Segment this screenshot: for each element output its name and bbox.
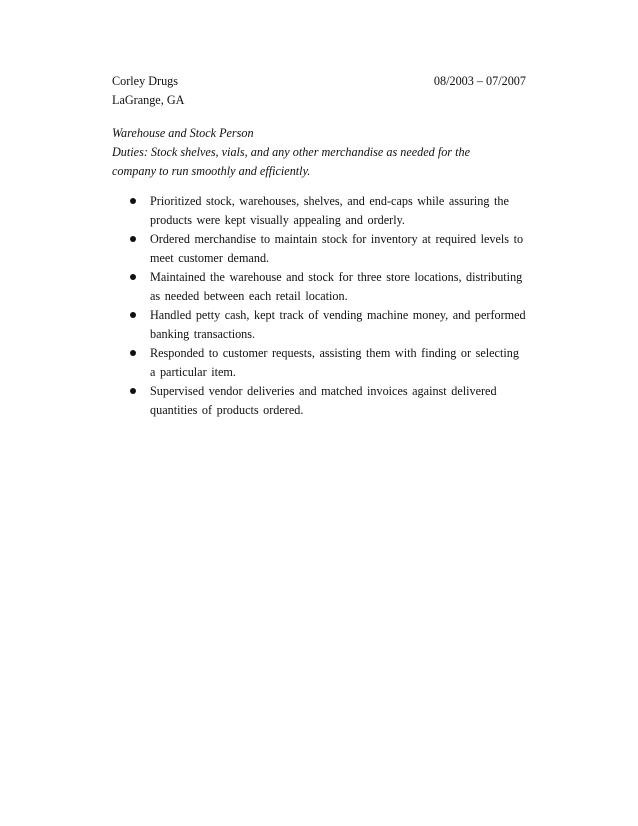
responsibility-text: Handled petty cash, kept track of vending machine money, and performed banking transactions. bbox=[150, 308, 526, 341]
spacer bbox=[112, 110, 526, 124]
bullet-icon bbox=[130, 312, 136, 318]
list-item bbox=[112, 268, 526, 306]
bullet-icon bbox=[130, 274, 136, 280]
bullet-icon bbox=[130, 388, 136, 394]
employer-location: LaGrange, GA bbox=[112, 93, 185, 107]
bullet-icon bbox=[130, 198, 136, 204]
list-item bbox=[112, 192, 526, 230]
list-item bbox=[112, 344, 526, 382]
responsibility-text: Responded to customer requests, assisting them with finding or selecting a particular item. bbox=[150, 346, 519, 379]
responsibility-text: Prioritized stock, warehouses, shelves, and end-caps while assuring the products were kept visually appealing and orderly. bbox=[150, 194, 509, 227]
responsibility-text: Ordered merchandise to maintain stock for inventory at required levels to meet customer demand. bbox=[150, 232, 524, 265]
job-title: Warehouse and Stock Person bbox=[112, 126, 254, 140]
list-item bbox=[112, 306, 526, 344]
bullet-icon bbox=[130, 350, 136, 356]
job-duties: Duties: Stock shelves, vials, and any other merchandise as needed for the company to run smoothly and efficiently. bbox=[112, 145, 470, 178]
responsibility-text: Supervised vendor deliveries and matched invoices against delivered quantities of products ordered. bbox=[150, 384, 497, 417]
employer-name: Corley Drugs bbox=[112, 74, 179, 88]
list-item bbox=[112, 382, 526, 420]
list-item bbox=[112, 230, 526, 268]
employment-dates: 08/2003 – 07/2007 bbox=[433, 74, 526, 88]
work-experience-section bbox=[112, 72, 526, 420]
responsibilities-list bbox=[112, 192, 526, 420]
responsibility-text: Maintained the warehouse and stock for three store locations, distributing as needed between each retail location. bbox=[150, 270, 523, 303]
bullet-icon bbox=[130, 236, 136, 242]
employer-header bbox=[112, 72, 526, 91]
